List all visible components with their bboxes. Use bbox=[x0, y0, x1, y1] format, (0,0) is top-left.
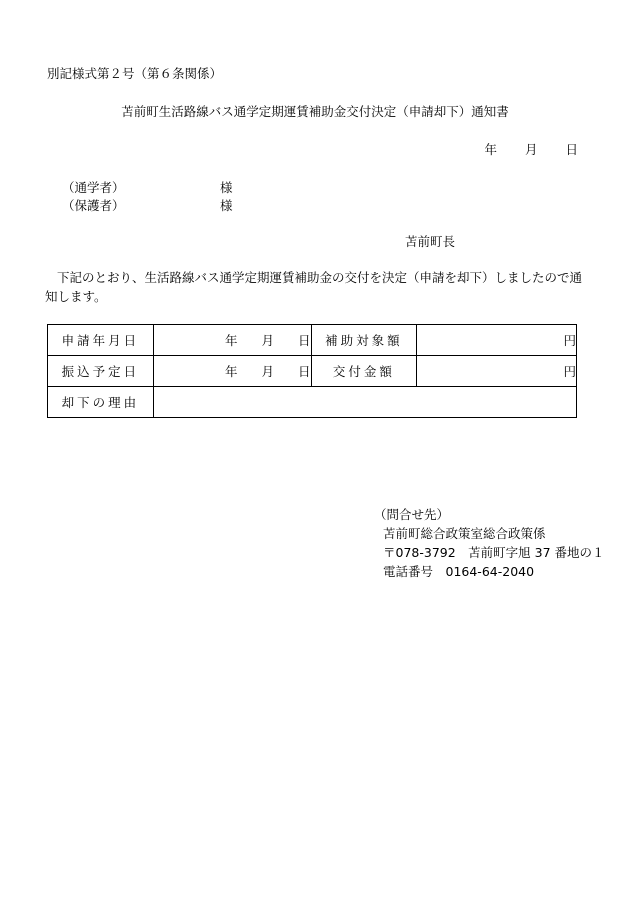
table-row bbox=[48, 387, 577, 418]
issuer: 苫前町長 bbox=[405, 234, 456, 249]
addressee-guardian-label: （保護者） bbox=[62, 198, 125, 213]
grant-amount-label: 交付金額 bbox=[311, 356, 417, 387]
reason-value bbox=[153, 387, 576, 418]
date-month: 月 bbox=[524, 142, 538, 157]
table-row bbox=[48, 325, 577, 356]
subsidy-target-value: 円 bbox=[417, 325, 577, 356]
date-year: 年 bbox=[484, 142, 497, 157]
grant-amount-value: 円 bbox=[417, 356, 577, 387]
inquiry-address: 〒078-3792 苫前町字旭 37 番地の１ bbox=[383, 545, 605, 560]
form-number: 別記様式第２号（第６条関係） bbox=[47, 66, 223, 81]
addressee-guardian-honorific: 様 bbox=[220, 198, 233, 213]
transfer-date-value bbox=[153, 356, 311, 387]
subsidy-target-label: 補助対象額 bbox=[311, 325, 417, 356]
inquiry-phone: 電話番号 0164-64-2040 bbox=[383, 564, 535, 579]
inquiry-department: 苫前町総合政策室総合政策係 bbox=[383, 526, 546, 541]
reason-label: 却下の理由 bbox=[48, 387, 154, 418]
table-row bbox=[48, 356, 577, 387]
transfer-date-label: 振込予定日 bbox=[48, 356, 154, 387]
issue-date bbox=[484, 140, 578, 158]
notice-table bbox=[47, 324, 577, 418]
ymd-day: 日 bbox=[297, 333, 311, 348]
document-title: 苫前町生活路線バス通学定期運賃補助金交付決定（申請却下）通知書 bbox=[121, 104, 509, 119]
addressee-guardian bbox=[62, 196, 233, 214]
addressee-student-honorific: 様 bbox=[220, 180, 233, 195]
date-day: 日 bbox=[565, 142, 578, 157]
ymd-day: 日 bbox=[297, 364, 311, 379]
body-text: 下記のとおり、生活路線バス通学定期運賃補助金の交付を決定（申請を却下）しましたので通知します。 bbox=[45, 270, 583, 304]
ymd-year: 年 bbox=[224, 333, 238, 348]
application-date-label: 申請年月日 bbox=[48, 325, 154, 356]
addressee-student bbox=[62, 178, 233, 196]
application-date-value bbox=[153, 325, 311, 356]
ymd-year: 年 bbox=[224, 364, 238, 379]
inquiry-heading: （問合せ先） bbox=[374, 507, 450, 522]
ymd-month: 月 bbox=[261, 364, 274, 379]
ymd-month: 月 bbox=[261, 333, 274, 348]
addressee-student-label: （通学者） bbox=[62, 180, 125, 195]
